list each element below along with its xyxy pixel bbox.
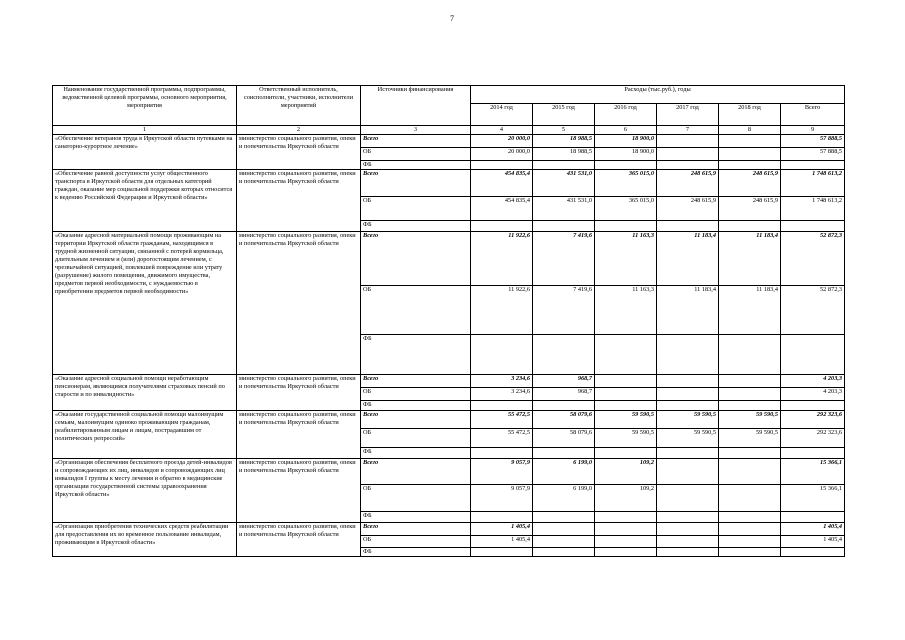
fb-value [781,512,845,523]
total-value: 248 615,9 [719,170,781,197]
ob-value: 7 419,6 [533,286,595,335]
total-value [595,523,657,536]
fb-value [781,161,845,170]
total-value: 1 405,4 [471,523,533,536]
col-number: 1 [53,126,237,135]
funding-source-fb: ФБ [361,512,471,523]
header-year: 2014 год [471,104,533,126]
ob-value [657,388,719,401]
ob-value [719,388,781,401]
funding-source-ob: ОБ [361,388,471,401]
program-row [53,523,845,536]
program-executor: министерство социального развития, опеки и попечительства Иркутской области [237,170,361,232]
fb-value [781,401,845,411]
total-value: 57 888,5 [781,135,845,148]
total-value: 1 405,4 [781,523,845,536]
total-value: 4 203,3 [781,375,845,388]
funding-source-total: Всего [361,232,471,286]
fb-value [471,161,533,170]
ob-value: 59 590,5 [657,429,719,448]
fb-value [781,548,845,557]
funding-source-total: Всего [361,523,471,536]
total-value: 454 835,4 [471,170,533,197]
ob-value: 431 531,0 [533,197,595,221]
fb-value [471,448,533,459]
ob-value: 59 590,5 [719,429,781,448]
program-executor: министерство социального развития, опеки и попечительства Иркутской области [237,135,361,170]
program-name: «Организация приобретения технических средств реабилитации для предоставления их во временное пользование инвалидам, проживающим в Иркутской области» [53,523,237,557]
fb-value [595,448,657,459]
total-value: 18 900,0 [595,135,657,148]
total-value [719,459,781,485]
program-name: «Оказание адресной социальной помощи неработающим пенсионерам, являющимся получателями страховых пенсий по старости и по инвалидности» [53,375,237,411]
ob-value [657,536,719,548]
total-value: 15 366,1 [781,459,845,485]
ob-value: 20 000,0 [471,148,533,161]
funding-source-total: Всего [361,375,471,388]
ob-value [657,485,719,512]
program-row [53,459,845,485]
header-year: 2017 год [657,104,719,126]
header-year: 2015 год [533,104,595,126]
total-value: 59 590,5 [657,411,719,429]
total-value: 292 323,6 [781,411,845,429]
funding-source-ob: ОБ [361,148,471,161]
program-executor: министерство социального развития, опеки и попечительства Иркутской области [237,375,361,411]
fb-value [719,548,781,557]
program-executor: министерство социального развития, опеки и попечительства Иркутской области [237,411,361,459]
funding-source-fb: ФБ [361,548,471,557]
ob-value [719,485,781,512]
fb-value [719,401,781,411]
funding-source-total: Всего [361,170,471,197]
fb-value [471,221,533,232]
fb-value [719,512,781,523]
ob-value: 18 988,5 [533,148,595,161]
fb-value [595,221,657,232]
ob-value: 11 183,4 [719,286,781,335]
funding-source-ob: ОБ [361,286,471,335]
total-value: 109,2 [595,459,657,485]
fb-value [533,221,595,232]
financing-table [52,85,845,557]
col-number: 3 [361,126,471,135]
total-value: 55 472,5 [471,411,533,429]
total-value: 52 872,3 [781,232,845,286]
fb-value [533,448,595,459]
col-number: 2 [237,126,361,135]
ob-value: 968,7 [533,388,595,401]
header-funding-source: Источники финансирования [361,86,471,126]
ob-value: 15 366,1 [781,485,845,512]
ob-value: 292 323,6 [781,429,845,448]
total-value: 11 163,3 [595,232,657,286]
funding-source-fb: ФБ [361,448,471,459]
total-value: 7 419,6 [533,232,595,286]
program-name: «Оказание государственной социальной помощи малоимущим семьям, малоимущим одиноко проживающим гражданам, реабилитированным лицам и лицам, пострадавшим от политических репрессий» [53,411,237,459]
fb-value [533,548,595,557]
ob-value: 109,2 [595,485,657,512]
fb-value [781,448,845,459]
total-value: 3 234,6 [471,375,533,388]
fb-value [719,221,781,232]
header-year: 2018 год [719,104,781,126]
ob-value: 59 590,5 [595,429,657,448]
ob-value: 454 835,4 [471,197,533,221]
col-number: 9 [781,126,845,135]
total-value [657,523,719,536]
ob-value: 365 015,0 [595,197,657,221]
program-row [53,135,845,148]
program-executor: министерство социального развития, опеки и попечительства Иркутской области [237,523,361,557]
ob-value: 52 872,3 [781,286,845,335]
ob-value: 11 183,4 [657,286,719,335]
total-value: 11 183,4 [657,232,719,286]
fb-value [657,401,719,411]
total-value [657,135,719,148]
ob-value: 9 057,9 [471,485,533,512]
funding-source-total: Всего [361,135,471,148]
ob-value: 11 163,3 [595,286,657,335]
funding-source-fb: ФБ [361,221,471,232]
fb-value [719,335,781,375]
fb-value [719,448,781,459]
total-value: 1 748 613,2 [781,170,845,197]
ob-value [595,536,657,548]
fb-value [595,548,657,557]
program-row [53,411,845,429]
total-value: 431 531,0 [533,170,595,197]
total-value [719,375,781,388]
fb-value [657,548,719,557]
total-value: 58 079,6 [533,411,595,429]
fb-value [533,401,595,411]
total-value: 59 590,5 [595,411,657,429]
fb-value [595,335,657,375]
ob-value: 58 079,6 [533,429,595,448]
program-row [53,375,845,388]
header-program-name: Наименование государственной программы, подпрограммы, ведомственной целевой программы, основного мероприятия, мероприятия [53,86,237,126]
funding-source-ob: ОБ [361,197,471,221]
total-value: 18 988,5 [533,135,595,148]
fb-value [533,512,595,523]
ob-value [657,148,719,161]
page-number: 7 [450,14,454,23]
ob-value: 1 748 613,2 [781,197,845,221]
fb-value [471,548,533,557]
funding-source-total: Всего [361,459,471,485]
total-value: 11 183,4 [719,232,781,286]
fb-value [719,161,781,170]
ob-value: 248 615,9 [719,197,781,221]
ob-value: 1 405,4 [781,536,845,548]
program-name: «Оказание адресной материальной помощи проживающим на территории Иркутской области гражданам, находящимся в трудной жизненной ситуации, связанной с потерей кормильца, длительным лечением и (или) дорогостоящим лечением, с чрезвычайной ситуацией, повлекшей повреждение или утрату (разрушение) жилого помещения, движимого имущества, предметов первой необходимости, с нуждаемостью в приобретении предметов первой необходимости» [53,232,237,375]
fb-value [533,335,595,375]
funding-source-fb: ФБ [361,401,471,411]
funding-source-fb: ФБ [361,161,471,170]
total-value [595,375,657,388]
program-row [53,232,845,286]
fb-value [781,335,845,375]
header-expenses: Расходы (тыс.руб.), годы [471,86,845,104]
header-total: Всего [781,104,845,126]
total-value: 968,7 [533,375,595,388]
col-number: 5 [533,126,595,135]
col-number: 6 [595,126,657,135]
fb-value [781,221,845,232]
fb-value [471,512,533,523]
ob-value [595,388,657,401]
funding-source-ob: ОБ [361,485,471,512]
total-value [533,523,595,536]
ob-value: 4 203,3 [781,388,845,401]
fb-value [657,512,719,523]
program-name: «Организация обеспечения бесплатного проезда детей-инвалидов и сопровождающих их лиц, инвалидов и сопровождающих лиц инвалидов I группы к месту лечения и обратно в медицинские организации государственной системы здравоохранения Иркутской области» [53,459,237,523]
header-executor: Ответственный исполнитель, соисполнители, участники, исполнители мероприятий [237,86,361,126]
ob-value: 248 615,9 [657,197,719,221]
total-value: 248 615,9 [657,170,719,197]
total-value [719,523,781,536]
funding-source-ob: ОБ [361,536,471,548]
ob-value: 57 888,5 [781,148,845,161]
total-value [719,135,781,148]
fb-value [471,401,533,411]
total-value: 59 590,5 [719,411,781,429]
program-name: «Обеспечение ветеранов труда в Иркутской области путевками на санаторно-курортное лечение» [53,135,237,170]
total-value: 6 199,0 [533,459,595,485]
ob-value: 6 199,0 [533,485,595,512]
col-number: 4 [471,126,533,135]
funding-source-total: Всего [361,411,471,429]
total-value: 365 015,0 [595,170,657,197]
ob-value: 3 234,6 [471,388,533,401]
ob-value [719,148,781,161]
ob-value: 18 900,0 [595,148,657,161]
funding-source-ob: ОБ [361,429,471,448]
ob-value: 1 405,4 [471,536,533,548]
fb-value [595,401,657,411]
program-executor: министерство социального развития, опеки и попечительства Иркутской области [237,232,361,375]
program-executor: министерство социального развития, опеки и попечительства Иркутской области [237,459,361,523]
fb-value [657,161,719,170]
fb-value [595,161,657,170]
total-value: 20 000,0 [471,135,533,148]
program-row [53,170,845,197]
program-name: «Обеспечение равной доступности услуг общественного транспорта в Иркутской области для отдельных категорий граждан, оказание мер социальной поддержки которых относится к ведению Российской Федерации и Иркутской области» [53,170,237,232]
total-value: 11 922,6 [471,232,533,286]
col-number: 8 [719,126,781,135]
total-value [657,459,719,485]
fb-value [657,221,719,232]
fb-value [533,161,595,170]
ob-value: 11 922,6 [471,286,533,335]
ob-value: 55 472,5 [471,429,533,448]
total-value: 9 057,9 [471,459,533,485]
fb-value [471,335,533,375]
fb-value [657,335,719,375]
fb-value [657,448,719,459]
ob-value [719,536,781,548]
ob-value [533,536,595,548]
total-value [657,375,719,388]
col-number: 7 [657,126,719,135]
funding-source-fb: ФБ [361,335,471,375]
fb-value [595,512,657,523]
header-year: 2016 год [595,104,657,126]
